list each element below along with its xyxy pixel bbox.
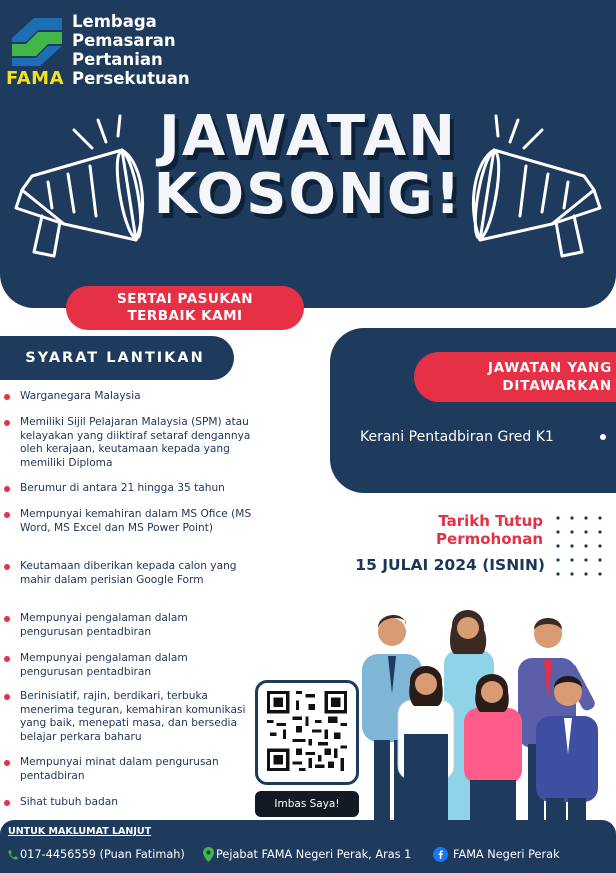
facebook-icon — [433, 847, 448, 862]
list-item: Warganegara Malaysia — [4, 390, 254, 404]
fama-abbreviation: FAMA — [6, 68, 65, 89]
list-item: Mempunyai kemahiran dalam MS Ofice (MS Word, MS Excel dan MS Power Point) — [4, 508, 254, 535]
business-team-illustration-icon — [358, 604, 616, 824]
tagline-line-2: TERBAIK KAMI — [127, 308, 243, 324]
list-item: Mempunyai minat dalam pengurusan pentadbiran — [4, 756, 254, 783]
qr-caption: Imbas Saya! — [255, 791, 359, 817]
deadline-label — [400, 512, 543, 548]
headline-line-1: JAWATAN — [159, 104, 457, 169]
list-item: Mempunyai pengalaman dalam pengurusan pentadbiran — [4, 612, 254, 639]
headline-line-2: KOSONG! — [153, 162, 463, 227]
tagline-line-1: SERTAI PASUKAN — [116, 291, 254, 307]
org-name-line: Pertanian — [72, 50, 163, 69]
bullet-icon — [600, 434, 606, 440]
headline — [0, 104, 616, 227]
tagline-pill — [66, 286, 304, 330]
offered-post-name: Kerani Pentadbiran Gred K1 — [360, 429, 554, 445]
org-name-line: Persekutuan — [72, 69, 190, 88]
list-item: Keutamaan diberikan kepada calon yang mahir dalam perisian Google Form — [4, 560, 254, 587]
org-name-line: Lembaga — [72, 12, 157, 31]
org-name — [72, 12, 190, 88]
footer-title: UNTUK MAKLUMAT LANJUT — [8, 826, 152, 837]
offered-title-line-1: JAWATAN YANG — [487, 360, 612, 376]
footer-phone[interactable]: 017-4456559 (Puan Fatimah) — [20, 848, 185, 861]
requirements-title: SYARAT LANTIKAN — [0, 336, 234, 380]
footer-location[interactable]: Pejabat FAMA Negeri Perak, Aras 1 — [216, 848, 412, 861]
list-item: Berumur di antara 21 hingga 35 tahun — [4, 482, 254, 496]
deadline-label-line-2: Permohonan — [436, 530, 543, 548]
deadline-label-line-1: Tarikh Tutup — [438, 512, 543, 530]
list-item: Sihat tubuh badan — [4, 796, 254, 810]
fama-logo-icon — [8, 14, 66, 68]
dot-grid-decoration-icon — [554, 512, 612, 584]
footer-facebook[interactable]: FAMA Negeri Perak — [453, 848, 560, 861]
deadline-date: 15 JULAI 2024 (ISNIN) — [355, 556, 545, 574]
org-name-line: Pemasaran — [72, 31, 176, 50]
list-item: Berinisiatif, rajin, berdikari, terbuka menerima teguran, kemahiran komunikasi yang baik, menepati masa, dan bersedia belajar perkara baharu — [4, 690, 254, 744]
list-item: Mempunyai pengalaman dalam pengurusan pentadbiran — [4, 652, 254, 679]
offered-title-line-2: DITAWARKAN — [502, 378, 612, 394]
location-pin-icon — [203, 847, 214, 862]
phone-icon — [7, 849, 19, 861]
offered-position-title — [414, 352, 616, 402]
list-item: Memiliki Sijil Pelajaran Malaysia (SPM) atau kelayakan yang diiktiraf setaraf dengannya oleh kerajaan, keutamaan kepada yang memiliki Diploma — [4, 416, 254, 470]
qr-code-icon[interactable] — [267, 691, 347, 771]
